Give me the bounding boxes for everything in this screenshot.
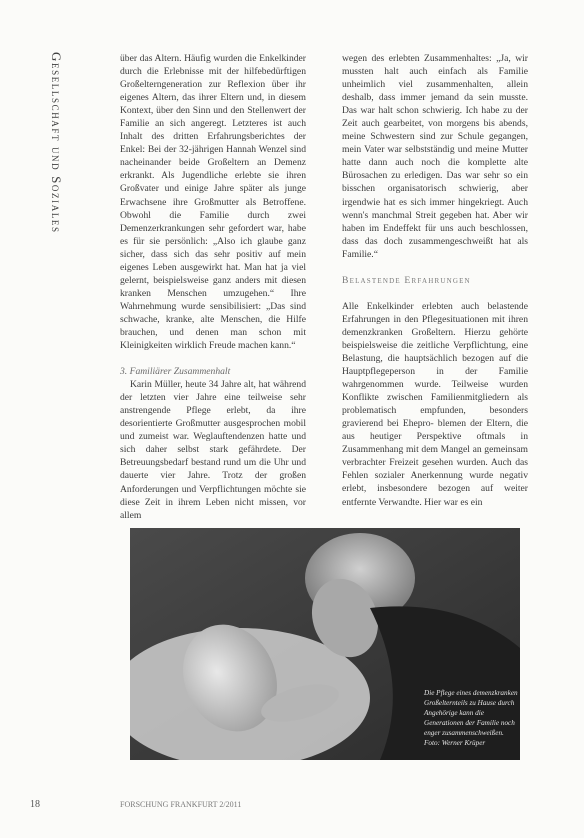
right-text-column xyxy=(342,52,528,509)
footer-journal: FORSCHUNG FRANKFURT 2/2011 xyxy=(120,800,242,809)
right-paragraph-2: Alle Enkelkinder erlebten auch belastende Erfahrungen in den Pflegesituationen mit ihren demenzkranken Großeltern. Hierzu gehörte beispielsweise die zeitliche Verpflichtung, eine Belastung, die hauptsächlich bezogen auf die Hauptpflegeperson in der Familie wahrgenommen wurde. Teilweise wurden Konflikte zwischen Familienmitgliedern als problematisch empfunden, besonders gravierend bei Ehepro- blemen der Eltern, die aus heutiger Perspektive oftmals in Zusammenhang mit dem Mangel an gemeinsam verbrachter Freizeit gesehen wurden. Auch das Fehlen sozialer Anerkennung wurde negativ erlebt, insbesondere bezogen auf weiter entfernte Verwandte. Hier war es ein xyxy=(342,300,528,508)
right-subheading: Belastende Erfahrungen xyxy=(342,274,471,286)
section-title-vertical xyxy=(44,52,64,292)
photo-caption: Die Pflege eines demenzkranken Großelternteils zu Hause durch Angehörige kann die Generationen der Familie noch enger zusammenschweißen. Foto: Werner Krüper xyxy=(424,689,518,747)
left-text-column xyxy=(120,52,306,522)
page-number: 18 xyxy=(30,799,40,810)
right-paragraph-1: wegen des erlebten Zusammenhaltes: „Ja, wir mussten halt auch einfach als Familie unheimlich viel zusammenhalten, allein deshalb, dass immer jemand da sein musste. Das war halt schon schwierig. Ich habe zu der Zeit auch gearbeitet, von morgens bis abends, meine Schwestern sind zur Schule gegangen, mein Vater war selbstständig und meine Mutter hatte dann auch noch die komplette alte Bürosachen zu erledigen. Das war sehr so ein bisschen organisatorisch schwierig, aber irgendwie hat es sich immer hingekriegt. Auch wenn's manchmal Streit gegeben hat. Aber wir haben im Endeffekt für uns auch beschlossen, dass das doch zusammengeschweißt hat als Familie.“ xyxy=(342,53,528,260)
section-title: Gesellschaft und Soziales xyxy=(49,52,64,234)
left-paragraph-1: über das Altern. Häufig wurden die Enkelkinder durch die Erlebnisse mit der hilfebedürftigen Großelterngeneration zur Reflexion über ihr eigenes Altern, das ihrer Eltern und, in diesem Kontext, über den Sinn und den Stellenwert der Familie an sich angeregt. Letzteres ist auch Inhalt des dritten Erfahrungsberichtes der Enkel: Bei der 32-jährigen Hannah Wenzel sind nacheinander beide Großeltern an Demenz erkrankt. Als Jugendliche erlebte sie ihren Großvater und einige Jahre später als junge Erwachsene ihre Großmutter als Betroffene. Obwohl die Familie durch zwei Demenzerkrankungen sehr gefordert war, habe es für sie persönlich: „Also ich glaube ganz sicher, dass sich das sehr positiv auf mein eigenes Leben ausgewirkt hat. Man hat ja viel gelernt, beispielsweise ganz anders mit diesen kranken Menschen umzugehen.“ Ihre Wahrnehmung wurde sensibilisiert: „Das sind schwache, kranke, alte Menschen, die Hilfe brauchen, und denen man schon mit Kleinigkeiten wirklich Freude machen kann.“ xyxy=(120,53,306,352)
left-subheading: 3. Familiärer Zusammenhalt xyxy=(120,366,231,378)
left-paragraph-2: Karin Müller, heute 34 Jahre alt, hat während der letzten vier Jahre eine teilweise sehr anstrengende Pflege erlebt, da ihre desorientierte Großmutter ausgesprochen mobil und zumeist war. Weglauftendenzen hatte und sich daher selbst stark gefährdete. Der Betreuungsbedarf bestand rund um die Uhr und dauerte vier Jahre. Trotz der großen Anforderungen und Verpflichtungen möchte sie diese Zeit in ihrem Leben nicht missen, vor allem xyxy=(120,379,306,521)
